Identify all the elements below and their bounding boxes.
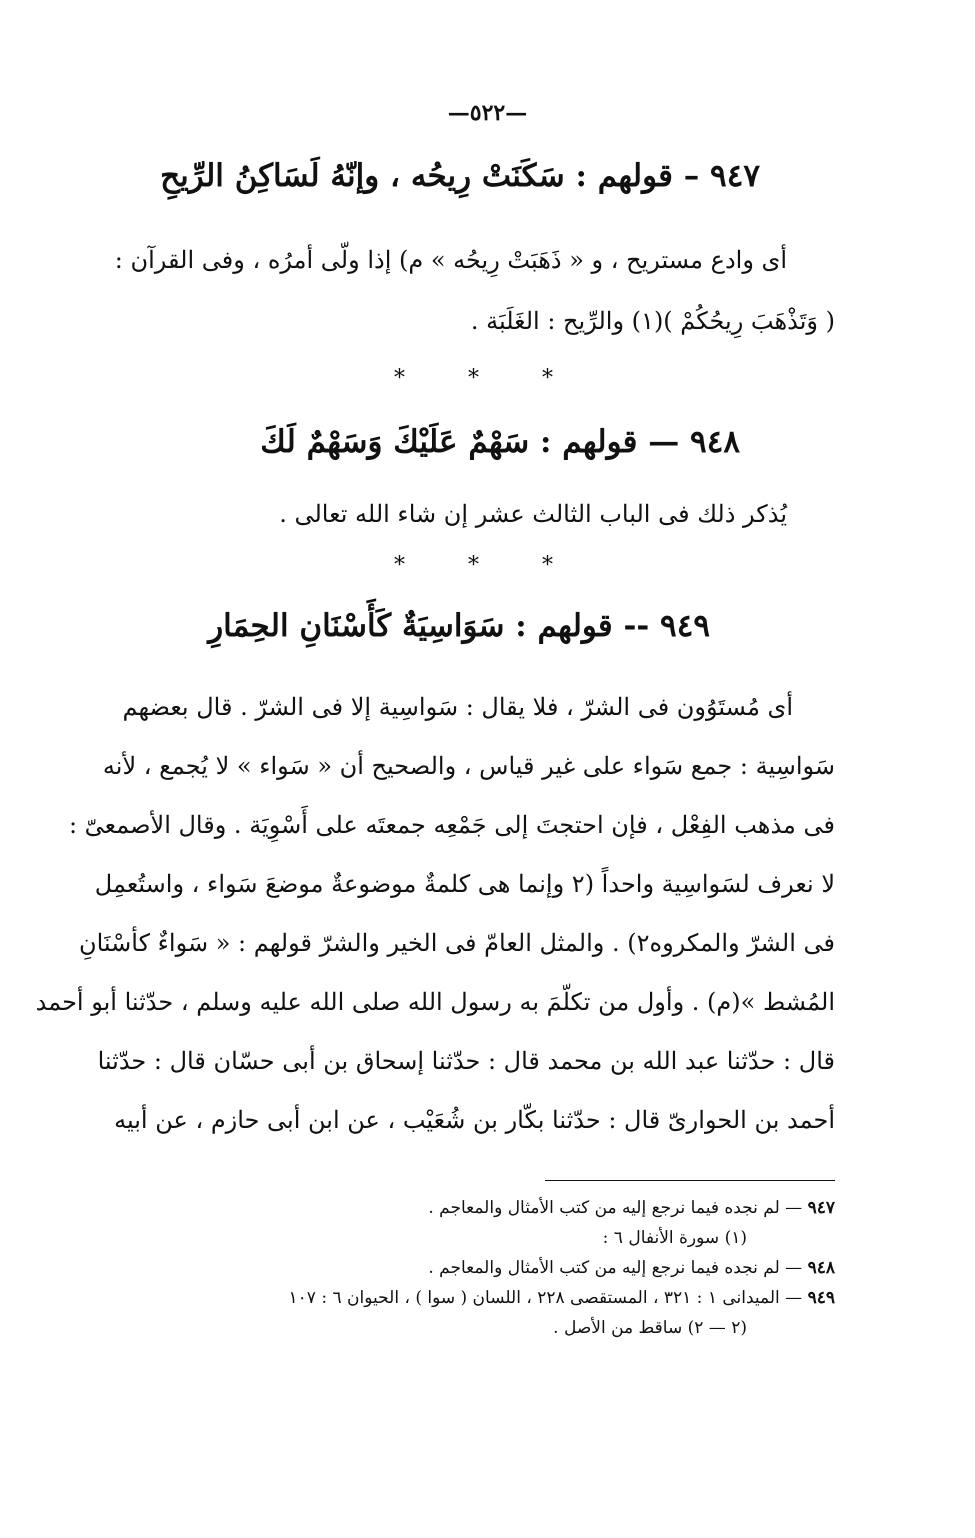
section-separator: * * *	[394, 366, 581, 391]
footnotes	[160, 1193, 835, 1343]
entry-text-line: قال : حدّثنا عبد الله بن محمد قال : حدّثنا إسحاق بن أبى حسّان قال : حدّثنا	[97, 1047, 835, 1075]
entry-text-line: أحمد بن الحوارىّ قال : حدّثنا بكّار بن شُعَيْب ، عن ابن أبى حازم ، عن أبيه	[114, 1106, 835, 1134]
footnote-number: ٩٤٨	[807, 1258, 835, 1278]
footnote-text: — الميدانى ١ : ٣٢١ ، المستقصى ٢٢٨ ، اللسان ( سوا ) ، الحيوان ٦ : ١٠٧	[288, 1288, 803, 1308]
entry-title: -- قولهم : سَوَاسِيَةٌ كَأَسْنَانِ الحِمَارِ	[208, 608, 650, 644]
footnote-text: — لم نجده فيما نرجع إليه من كتب الأمثال والمعاجم .	[428, 1198, 803, 1218]
entry-text-line: يُذكر ذلك فى الباب الثالث عشر إن شاء الله تعالى .	[279, 500, 787, 528]
entry-body-949	[35, 678, 835, 1150]
footnote-text: (٢ — ٢) ساقط من الأصل .	[553, 1318, 747, 1338]
entry-number: ٩٤٧	[710, 158, 760, 194]
footnote-text: (١) سورة الأنفال ٦ :	[602, 1228, 747, 1248]
entry-text-line: سَواسِية : جمع سَواء على غير قياس ، والصحيح أن « سَواء » لا يُجمع ، لأنه	[102, 752, 835, 780]
entry-text-line: لا نعرف لسَواسِية واحداً (٢ وإنما هى كلمةٌ موضوعةٌ موضعَ سَواء ، واستُعمِل	[94, 870, 835, 898]
entry-text-line: فى الشرّ والمكروه٢) . والمثل العامّ فى الخير والشرّ قولهم : « سَواءٌ كأسْنَانِ	[78, 929, 835, 957]
footnote-number: ٩٤٩	[807, 1288, 835, 1308]
entry-text-line: ( وَتَذْهَبَ رِيحُكُمْ )(١) والرِّيح : الغَلَبَة .	[470, 307, 835, 335]
entry-title: – قولهم : سَكَنَتْ رِيحُه ، وإنّهُ لَسَاكِنُ الرِّيحِ	[160, 158, 700, 194]
footnote-divider	[545, 1180, 835, 1181]
entry-heading-947	[140, 158, 760, 194]
entry-heading-949	[140, 608, 710, 644]
footnote	[160, 1223, 835, 1253]
entry-text-line: المُشط »(م) . وأول من تكلّمَ به رسول الله صلى الله عليه وسلم ، حدّثنا أبو أحمد	[35, 988, 835, 1016]
footnote	[160, 1193, 835, 1223]
footnote	[160, 1313, 835, 1343]
entry-title: — قولهم : سَهْمٌ عَلَيْكَ وَسَهْمٌ لَكَ	[260, 424, 680, 460]
section-separator: * * *	[394, 553, 581, 578]
entry-number: ٩٤٩	[660, 608, 710, 644]
entry-text-line: فى مذهب الفِعْل ، فإن احتجتَ إلى جَمْعِه جمعتَه على أَسْوِيَة . وقال الأصمعىّ :	[68, 811, 835, 839]
entry-heading-948	[140, 424, 740, 460]
page-number: —٥٢٢—	[447, 100, 528, 126]
entry-number: ٩٤٨	[690, 424, 740, 460]
footnote-number: ٩٤٧	[807, 1198, 835, 1218]
entry-text-line: أى مُستَوُون فى الشرّ ، فلا يقال : سَواسِية إلا فى الشرّ . قال بعضهم	[122, 693, 793, 721]
entry-text-line: أى وادع مستريح ، و « ذَهَبَتْ رِيحُه » م) إذا ولّى أمرُه ، وفى القرآن :	[114, 246, 787, 274]
footnote	[160, 1283, 835, 1313]
footnote	[160, 1253, 835, 1283]
footnote-text: — لم نجده فيما نرجع إليه من كتب الأمثال والمعاجم .	[428, 1258, 803, 1278]
